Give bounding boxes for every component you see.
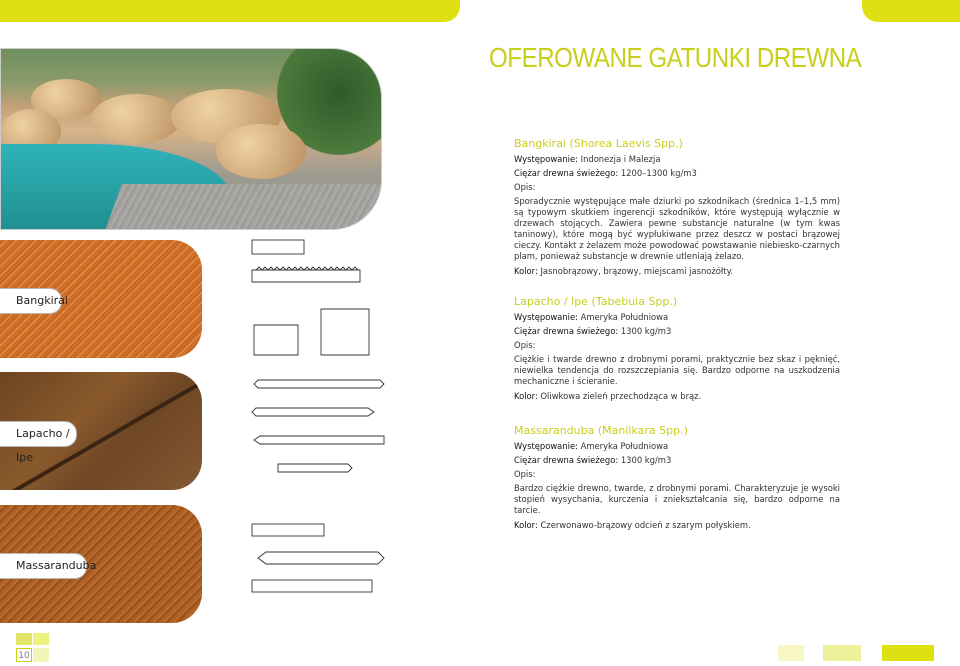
top-right-tab [862,0,960,22]
description-text: Bardzo ciężkie drewno, twarde, z drobnymi porami. Charakteryzuje je wysoki stopień wysychania, kurczenia i zniekształcania się, bardzo odporne na tarcie. [514,483,840,515]
color-row [514,266,840,277]
footer-bar [823,645,861,661]
description-text: Ciężkie i twarde drewno z drobnymi porami, praktycznie bez skaz i pęknięć, niewielka tendencja do rozszczepiania się. Bardzo odporne na uszkodzenia mechaniczne i ścieranie. [514,354,840,386]
rock [216,124,306,179]
pool-deck-photo [0,48,382,230]
profile-flat-2 [252,524,324,536]
profile-grooved-1 [252,270,360,282]
weight-value: 1200–1300 kg/m3 [620,168,697,178]
weight-value: 1300 kg/m3 [620,326,672,336]
weight-key: Ciężar drewna świeżego: [514,455,619,465]
board-profiles [248,238,398,598]
rock [91,94,181,144]
color-key: Kolor: [514,391,538,401]
color-value: Czerwonawo-brązowy odcień z szarym połyskiem. [540,520,751,530]
description-text: Sporadycznie występujące małe dziurki po szkodnikach (średnica 1–1,5 mm) są typowym skutkiem ingerencji szkodników, które występują wyłącznie w drzewach stojących. Zawiera pewne substancje naturalne (w tym kwas taninowy), które mogą być wypłukiwane przez deszcz w postaci brązowej cieczy. Kontakt z żelazem może powodować powstawanie niebiesko-czarnych plam, ponieważ substancje w drewnie utleniają żelazo. [514,196,840,261]
weight-value: 1300 kg/m3 [620,455,672,465]
profile-serrated-top [256,267,358,270]
profile-tongue-1 [254,380,384,388]
section-title: Lapacho / Ipe (Tabebuia Spp.) [514,295,678,308]
color-value: Jasnobrązowy, brązowy, miejscami jasnożółty. [540,266,734,276]
profile-tongue-2 [252,408,374,416]
occurrence-key: Występowanie: [514,441,578,451]
top-left-tab [0,0,460,22]
occurrence-key: Występowanie: [514,312,578,322]
weight-row [514,168,840,179]
wooden-deck [100,184,382,230]
weight-row [514,455,840,466]
section-lapacho [514,296,840,405]
description-key: Opis: [514,340,536,350]
occurrence-value: Ameryka Południowa [580,312,669,322]
footer-square [16,633,32,645]
color-key: Kolor: [514,520,538,530]
occurrence-value: Indonezja i Malezja [580,154,661,164]
section-massaranduba [514,425,840,534]
profile-grooved-2 [254,436,384,444]
label-massaranduba: Massaranduba [0,553,87,579]
occurrence-row [514,312,840,323]
color-row [514,520,840,531]
section-title: Massaranduba (Manilkara Spp.) [514,424,688,437]
profile-flat-3 [252,580,372,592]
profile-square-1 [254,325,298,355]
color-key: Kolor: [514,266,538,276]
profile-rounded [258,552,384,564]
footer-bar [882,645,934,661]
description-key: Opis: [514,469,536,479]
color-value: Oliwkowa zieleń przechodząca w brąz. [540,391,702,401]
occurrence-key: Występowanie: [514,154,578,164]
profile-flat-1 [252,240,304,254]
weight-key: Ciężar drewna świeżego: [514,326,619,336]
label-lapacho: Lapacho / Ipe [0,421,77,447]
profile-tongue-3 [278,464,352,472]
occurrence-row [514,154,840,165]
occurrence-row [514,441,840,452]
footer-bar [778,645,804,661]
footer-square [33,648,49,662]
description-key: Opis: [514,182,536,192]
weight-key: Ciężar drewna świeżego: [514,168,619,178]
page-title: OFEROWANE GATUNKI DREWNA [489,42,862,73]
weight-row [514,326,840,337]
section-title: Bangkirai (Shorea Laevis Spp.) [514,137,683,150]
profile-square-2 [321,309,369,355]
page-number: 10 [16,648,32,662]
occurrence-value: Ameryka Południowa [580,441,669,451]
section-bangkirai [514,138,840,280]
label-bangkirai: Bangkirai [0,288,62,314]
color-row [514,391,840,402]
footer-square [33,633,49,645]
